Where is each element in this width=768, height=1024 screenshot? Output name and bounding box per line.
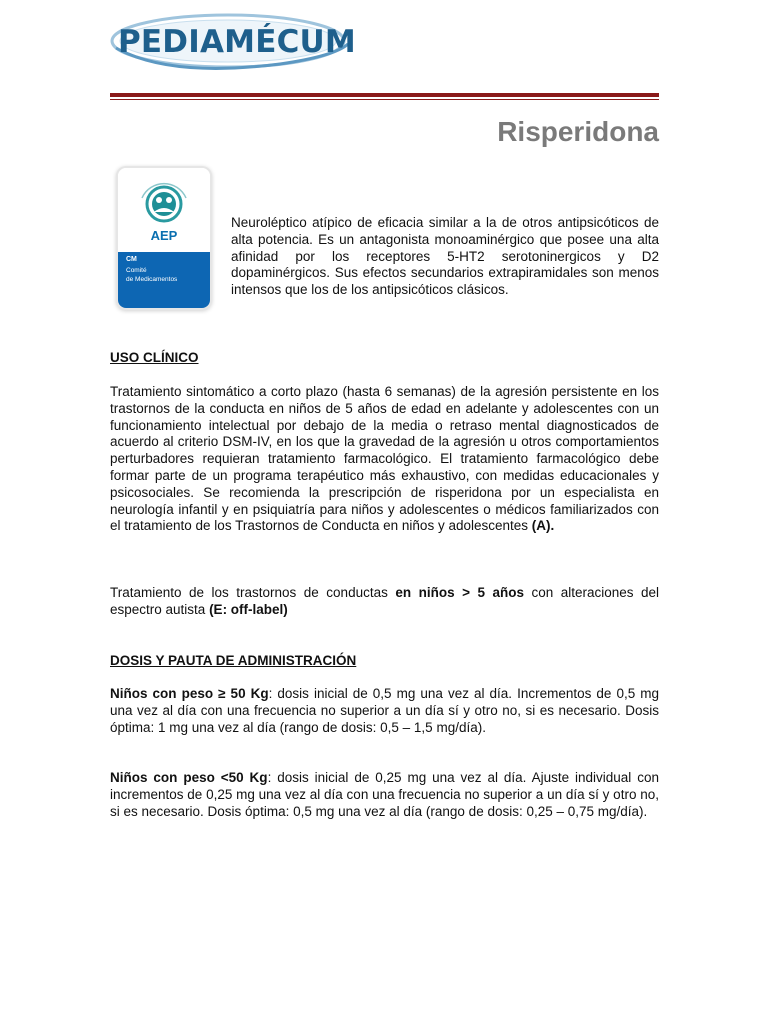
dosis-weight-under-50: Niños con peso <50 Kg <box>110 770 268 785</box>
aep-emblem-icon <box>136 178 192 228</box>
drug-title: Risperidona <box>497 116 659 147</box>
header-rule <box>110 93 659 97</box>
uso-clinico-paragraph-2 <box>110 585 659 619</box>
header-rule-thin <box>110 99 659 100</box>
dosis-paragraph-1 <box>110 686 659 736</box>
p2-text-b: con alteraciones del espectro autista <box>110 585 660 617</box>
heading-dosis: DOSIS Y PAUTA DE ADMINISTRACIÓN <box>110 653 357 668</box>
intro-paragraph: Neuroléptico atípico de eficacia similar a la de otros antipsicóticos de alta potencia. Es un antagonista monoaminérgico que posee una alta afinidad por los receptores 5-HT2 serotoninergicos y D2 dopaminérgicos. Sus efectos secundarios extrapiramidales son menos intensos que los de los antipsicóticos clásicos. <box>231 215 659 298</box>
p2-bold-offlabel: (E: off-label) <box>209 601 288 617</box>
p2-bold-age: en niños > 5 años <box>395 585 524 600</box>
uso-clinico-paragraph-1 <box>110 384 659 535</box>
evidence-level-a: (A). <box>531 518 555 534</box>
uso-clinico-text: Tratamiento sintomático a corto plazo (hasta 6 semanas) de la agresión persistente en los trastornos de la conducta en niños de 5 años de edad en adelante y adolescentes con un funcionamiento intelectual por debajo de la media o retraso mental diagnosticados de acuerdo al criterio DSM-IV, en los que la gravedad de la agresión u otros comportamientos perturbadores requieran tratamiento farmacológico. El tratamiento farmacológico debe formar parte de un programa terapéutico más exhaustivo, con medidas educacionales y psicosociales. Se recomienda la prescripción de risperidona por un especialista en neurología infantil y en psiquiatría para niños y adolescentes o médicos familiarizados con el tratamiento de los Trastornos de Conducta en niños y adolescentes <box>110 384 659 534</box>
heading-uso-clinico: USO CLÍNICO <box>110 350 199 365</box>
dosis-paragraph-2 <box>110 770 659 820</box>
p2-text-a: Tratamiento de los trastornos de conductas <box>110 585 396 600</box>
pediamecum-logo <box>110 8 360 74</box>
badge-committee-line2: de Medicamentos <box>126 276 178 283</box>
badge-committee-line1: Comité <box>126 267 147 274</box>
dosis-text-1: : dosis inicial de 0,5 mg una vez al día. Incrementos de 0,5 mg una vez al día con una frecuencia no superior a un día sí y otro no, si es necesario. Dosis óptima: 1 mg una vez al día (rango de dosis: 0,5 – 1,5 mg/día). <box>110 686 660 735</box>
dosis-text-2: : dosis inicial de 0,25 mg una vez al día. Ajuste individual con incrementos de 0,25 mg una vez al día con una frecuencia no superior a un día sí y otro no, si es necesario. Dosis óptima: 0,5 mg una vez al día (rango de dosis: 0,25 – 0,75 mg/día). <box>110 770 659 819</box>
badge-cm: CM <box>126 256 137 263</box>
aep-badge <box>118 168 210 308</box>
badge-org: AEP <box>150 228 178 243</box>
dosis-weight-over-50: Niños con peso ≥ 50 Kg <box>110 686 269 701</box>
logo-text: PEDIAMÉCUM <box>118 24 356 60</box>
